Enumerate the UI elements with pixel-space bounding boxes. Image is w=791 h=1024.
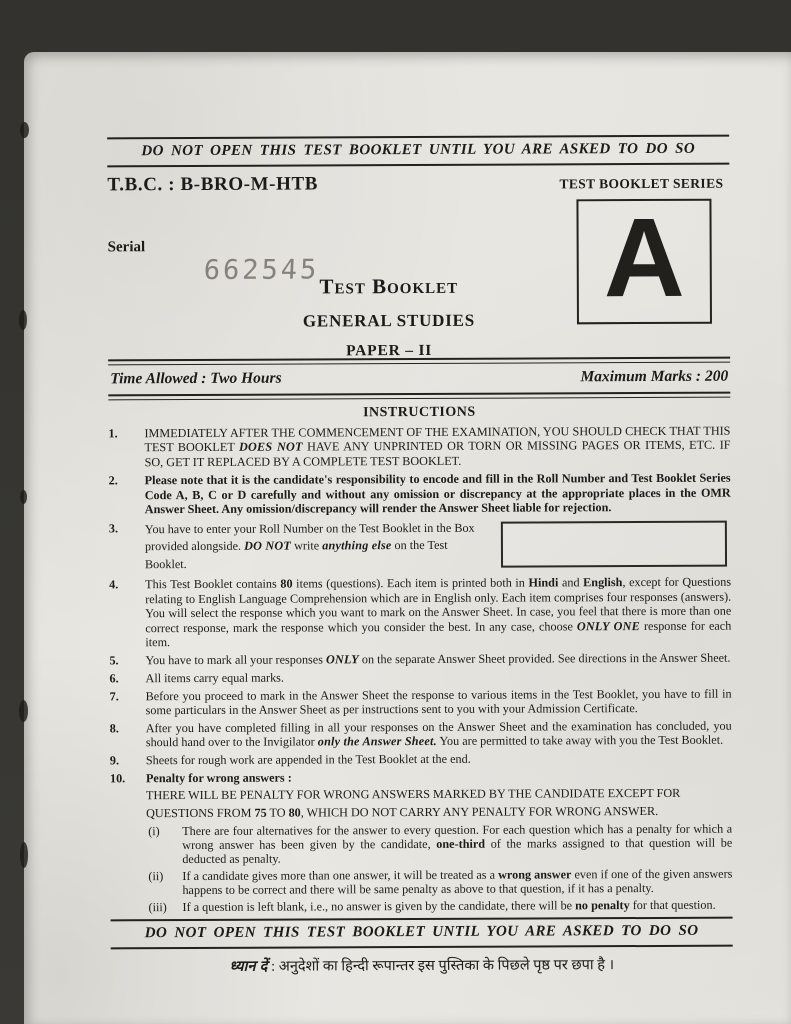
series-letter: A <box>603 194 685 320</box>
instruction-text: You have to enter your Roll Number on the Test Booklet in the Box provided alongside. DO NOT write anything else on the Test Booklet. <box>144 520 475 572</box>
subitem-text: If a question is left blank, i.e., no answer is given by the candidate, there will be no penalty for that question. <box>182 897 716 914</box>
instruction-number: 3. <box>108 521 119 536</box>
page-content <box>107 135 733 981</box>
instruction-text <box>146 769 733 916</box>
subitem-number: (i) <box>148 823 160 838</box>
instruction-text: All items carry equal marks. <box>145 670 284 685</box>
booklet-header <box>107 165 730 360</box>
instruction-number: 2. <box>108 472 118 488</box>
subject-title: GENERAL STUDIES <box>302 310 476 331</box>
instruction-number: 6. <box>109 671 119 686</box>
binding-mark <box>20 490 27 504</box>
subitem-number: (ii) <box>148 868 164 883</box>
subitem-text: There are four alternatives for the answer to every question. For each question which has a penalty for which a wrong answer has been given by the candidate, one-third of the marks assigned to that question will be deducted as penalty. <box>182 821 733 867</box>
instruction-item <box>109 518 731 574</box>
tbc-row <box>107 165 729 197</box>
binding-mark <box>19 700 28 722</box>
maximum-marks: Maximum Marks : 200 <box>580 367 729 386</box>
time-allowed: Time Allowed : Two Hours <box>110 369 282 388</box>
instruction-item <box>110 751 732 768</box>
series-caption: TEST BOOKLET SERIES <box>559 175 724 192</box>
instruction-subitem <box>148 821 732 867</box>
penalty-heading: Penalty for wrong answers : <box>145 770 292 786</box>
instruction-number: 8. <box>109 721 119 736</box>
instruction-text: Please note that it is the candidate's responsibility to encode and fill in the Roll Number and Test Booklet Series Code A, B, C or D carefully and without any omission or discrepancy at the appropriate places in the OMR Answer Sheet. Any omission/discrepancy will render the Answer Sheet liable for rejection. <box>144 470 731 517</box>
instruction-number: 4. <box>109 577 119 592</box>
instruction-item <box>110 769 733 917</box>
tbc-code: T.B.C. : B-BRO-M-HTB <box>107 173 319 196</box>
booklet-title: Test Booklet <box>319 273 459 299</box>
instruction-text: IMMEDIATELY AFTER THE COMMENCEMENT OF THE EXAMINATION, YOU SHOULD CHECK THAT THIS TEST BOOKLET DOES NOT HAVE ANY UNPRINTED OR TORN OR MISSING PAGES OR ITEMS, ETC. IF SO, GET IT REPLACED BY A COMPLETE TEST BOOKLET. <box>144 423 731 469</box>
time-marks-row <box>108 363 730 395</box>
instruction-text: Sheets for rough work are appended in the Test Booklet at the end. <box>145 751 471 768</box>
instruction-number: 1. <box>108 426 118 441</box>
hindi-note: ध्यान दें : अनुदेशों का हिन्दी रूपान्तर इस पुस्तिका के पिछले पृष्ठ पर छपा है । <box>229 957 615 976</box>
paper-number: PAPER – II <box>346 341 433 360</box>
instruction-text: This Test Booklet contains 80 items (questions). Each item is printed both in Hindi and English, except for Questions relating to English Language Comprehension which are in English only. Each item comprises four responses (answers). You will select the response which you want to mark on the Answer Sheet. In case, you feel that there is more than one correct response, mark the response which you consider the best. In any case, choose ONLY ONE response for each item. <box>145 575 732 650</box>
instruction-number: 10. <box>109 771 126 786</box>
do-not-open-banner-top: DO NOT OPEN THIS TEST BOOKLET UNTIL YOU ARE ASKED TO DO SO <box>141 140 696 160</box>
instructions-heading: INSTRUCTIONS <box>363 404 476 421</box>
instruction-number: 5. <box>109 653 119 668</box>
instruction-item <box>109 650 731 667</box>
instruction-number: 9. <box>109 753 120 768</box>
instruction-text: After you have completed filling in all your responses on the Answer Sheet and the examination has concluded, you should hand over to the Invigilator only the Answer Sheet. You are permitted to take away with you the Test Booklet. <box>145 718 732 750</box>
binding-mark <box>20 122 29 138</box>
serial-label: Serial <box>107 239 146 256</box>
serial-number: 662545 <box>202 254 321 286</box>
do-not-open-banner-bottom: DO NOT OPEN THIS TEST BOOKLET UNTIL YOU ARE ASKED TO DO SO <box>144 923 699 942</box>
binding-mark <box>19 310 27 330</box>
instruction-item <box>109 575 731 650</box>
title-block <box>203 273 575 361</box>
instructions-list <box>108 424 732 917</box>
instruction-item <box>110 686 732 717</box>
series-letter-box <box>576 194 712 325</box>
test-booklet-page <box>24 52 791 1024</box>
subitem-text: If a candidate gives more than one answer, it will be treated as a wrong answer even if one of the given answers happens to be correct and there will be same penalty as above to that question, if it has a penalty. <box>182 866 733 898</box>
instruction-item <box>108 424 730 470</box>
instruction-item <box>109 470 731 517</box>
instruction-text: You have to mark all your responses ONLY on the separate Answer Sheet provided. See directions in the Answer Sheet. <box>145 650 731 668</box>
roll-number-box <box>501 520 727 567</box>
subitem-number: (iii) <box>148 899 167 914</box>
instruction-number: 7. <box>109 688 119 703</box>
instruction-text: Before you proceed to mark in the Answer Sheet the response to various items in the Test Booklet, you have to fill in some particulars in the Answer Sheet as per instructions sent to you with your Admission Certificate. <box>145 686 732 718</box>
instruction-subitem <box>148 897 732 914</box>
instruction-subitem <box>148 866 732 897</box>
instruction-item <box>109 668 731 685</box>
penalty-paragraph: THERE WILL BE PENALTY FOR WRONG ANSWERS MARKED BY THE CANDIDATE EXCEPT FOR QUESTIONS FROM 75 TO 80, WHICH DO NOT CARRY ANY PENALTY FOR WRONG ANSWER. <box>146 786 681 820</box>
binding-mark <box>20 842 28 868</box>
instruction-item <box>110 719 732 750</box>
